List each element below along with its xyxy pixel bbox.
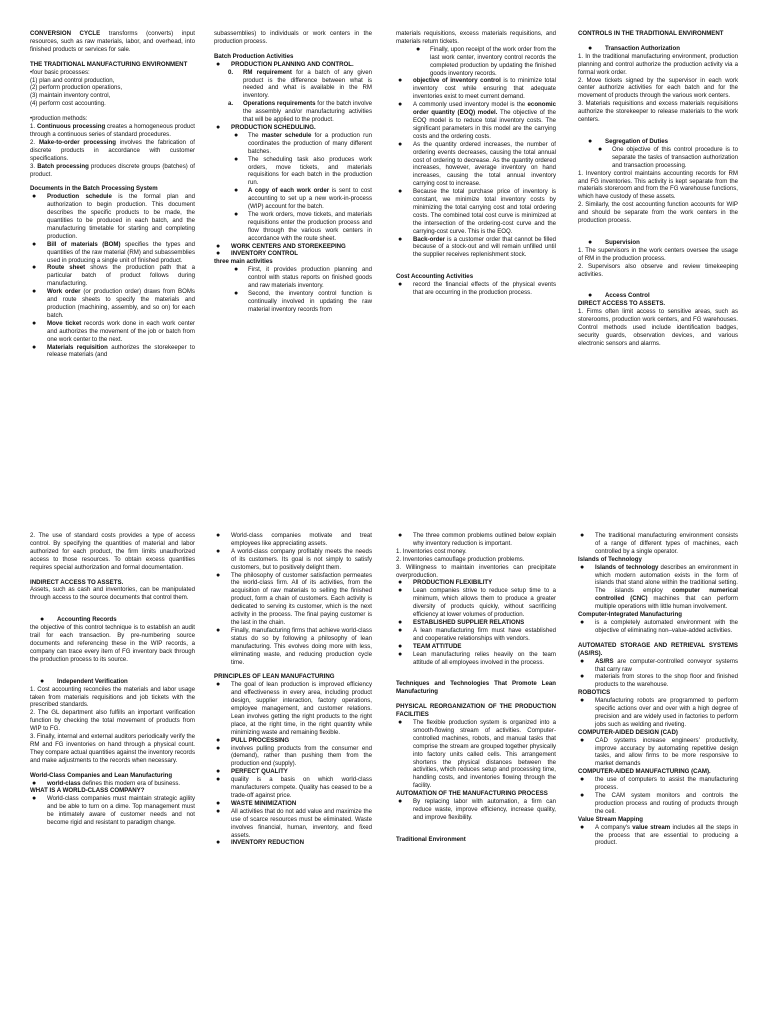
paragraph <box>30 163 195 179</box>
bold-term: Segregation of Duties <box>605 137 668 145</box>
text-run: includes all the steps in the process that are essential to producing a product. <box>595 823 738 847</box>
text-column-1 <box>30 30 195 359</box>
bullet-list <box>396 579 556 666</box>
paragraph: (3) maintain inventory control, <box>30 92 111 100</box>
paragraph: 1. Firms often limit access to sensitive areas, such as storerooms, production work centers, and FG warehouses. Control methods used include identification badges, security guards, observation devices, and various electronic sensors and alarms. <box>578 308 738 347</box>
bullet-list <box>214 681 372 847</box>
bullet-item <box>30 241 195 265</box>
bullet-item: ● is a completely automated environment with the objective of eliminating non–value-added activities. <box>578 619 738 635</box>
bold-term: world-class <box>47 779 81 787</box>
spacer <box>30 178 195 185</box>
bold-term: computer numerical controlled (CNC) <box>595 587 738 603</box>
bullet-item: ● All activities that do not add value and maximize the use of scarce resources must be eliminated. Waste involves financial, human, inventory, and fixed assets. <box>214 808 372 840</box>
bullet-item <box>30 344 195 360</box>
bullet-list <box>578 776 738 816</box>
bullet-item <box>396 579 556 587</box>
text-run: specifies the types and quantities of the raw material (RM) and subassemblies used in producing a single unit of finished product. <box>47 240 195 264</box>
paragraph: 2. The GL department also fulfills an important verification function by checking the total movement of products from WIP to FG. <box>30 709 195 733</box>
spacer <box>30 572 195 579</box>
bullet-item: ● record the financial effects of the physical events that are occurring in the production process. <box>396 281 556 297</box>
bullet-list <box>578 292 738 300</box>
bullet-item <box>578 564 738 611</box>
bold-term: Access Control <box>605 292 650 300</box>
bullet-item <box>214 800 372 808</box>
text-run: are computer-controlled conveyor systems that carry raw <box>595 657 738 673</box>
numbered-item <box>214 100 372 124</box>
bullet-list <box>396 532 556 548</box>
bullet-item: ● Lean companies strive to reduce setup time to a minimum, which allows them to produce a greater diversity of products quickly, without sacrificing efficiency at lower volumes of production. <box>396 587 556 619</box>
spacer <box>30 765 195 772</box>
text-run: is to minimize total inventory cost while ensuring that adequate inventories exist to meet current demand. <box>413 77 557 101</box>
spacer <box>396 696 556 703</box>
bullet-item <box>396 619 556 627</box>
bold-term: Move ticket <box>47 319 82 327</box>
bold-term: PULL PROCESSING <box>231 736 290 744</box>
text-run: is the formal plan and authorization to begin production. This document describes the specific products to be made, the quantities to be produced in each batch, and the manufacturing timetable for starting and completing production. <box>47 193 195 240</box>
bullet-item <box>30 264 195 288</box>
sub-bullet-item: ● Second, the inventory control function is continually involved in updating the raw material inventory records from <box>214 290 372 314</box>
bullet-item: ● involves pulling products from the consumer end (demand), rather than pushing them from the production end (supply). <box>214 745 372 769</box>
bold-term: RM requirement <box>243 68 292 76</box>
spacer <box>578 278 738 292</box>
bullet-list <box>30 193 195 359</box>
section-heading: Traditional Environment <box>396 835 466 843</box>
bullet-item: ● A world-class company profitably meets the needs of its customers. Its goal is not simply to satisfy customers, but to positively delight them. <box>214 548 372 572</box>
section-heading: Islands of Technology <box>578 555 642 563</box>
paragraph <box>30 123 195 139</box>
text-column-5 <box>30 532 195 827</box>
paragraph: 2. Inventories camouflage production problems. <box>396 555 525 563</box>
bullet-list <box>30 795 195 827</box>
bullet-list <box>30 780 195 788</box>
bullet-item: ● CAD systems increase engineers' productivity, improve accuracy by automating repetitive design tasks, and allow firms to be more responsive to market demands <box>578 737 738 769</box>
section-heading: Batch Production Activities <box>214 52 294 60</box>
bullet-list <box>214 61 372 259</box>
section-heading-bullet <box>578 138 738 146</box>
bold-term: PRODUCTION FLEXIBILITY <box>413 579 493 587</box>
bold-term: master schedule <box>261 131 312 139</box>
spacer <box>578 38 738 45</box>
spacer <box>214 666 372 673</box>
bullet-list <box>396 719 556 790</box>
paragraph: 3. Materials requisitions and excess materials requisitions authorize the storekeeper to release materials to the work centers. <box>578 100 738 124</box>
bullet-list <box>214 266 372 313</box>
section-heading: THE TRADITIONAL MANUFACTURING ENVIRONMENT <box>30 60 188 68</box>
bold-term: A copy of each work order <box>248 187 330 195</box>
bullet-list <box>30 678 195 686</box>
bold-term: Transaction Authorization <box>605 44 680 52</box>
text-run: involves the fabrication of discrete products in accordance with customer specifications. <box>30 138 195 162</box>
paragraph: 2. The use of standard costs provides a type of access control. By specifying the quantities of material and labor authorized for each product, the firm limits unauthorized access to those resources. To obtain excess quantities requires special authorization and formal documentation. <box>30 532 195 571</box>
section-heading: COMPUTER-AIDED DESIGN (CAD) <box>578 728 678 736</box>
section-heading-bullet <box>30 616 195 624</box>
paragraph: 1. The supervisors in the work centers oversee the usage of RM in the production process. <box>578 246 738 262</box>
text-run: records work done in each work center and authorizes the movement of the job or batch from one work center to the next. <box>47 319 195 343</box>
section-heading-bullet <box>578 292 738 300</box>
bold-term: PRODUCTION PLANNING AND CONTROL. <box>231 60 354 68</box>
text-run: defines this modern era of business. <box>80 779 181 787</box>
paragraph: materials requisitions, excess materials requisitions, and materials return tickets. <box>396 30 556 45</box>
bullet-item <box>214 61 372 69</box>
text-run: 1. <box>30 123 37 131</box>
spacer <box>396 666 556 680</box>
bold-term: Work order <box>47 288 81 296</box>
bold-term: Production schedule <box>47 193 112 201</box>
text-column-7 <box>396 532 556 844</box>
bold-term: INVENTORY CONTROL <box>231 250 298 258</box>
bullet-item <box>30 320 195 344</box>
section-heading: Value Stream Mapping <box>578 815 644 823</box>
bold-term: Make-to-order processing <box>38 138 116 146</box>
bullet-item <box>30 780 195 788</box>
bullet-item <box>214 839 372 847</box>
bullet-item <box>214 768 372 776</box>
sub-bullet-item: ● One objective of this control procedure is to separate the tasks of transaction authorization and transaction processing. <box>578 146 738 170</box>
paragraph: 3. Finally, internal and external auditors periodically verify the RM and FG inventories on hand through a physical count. They compare actual quantities against the inventory records and make adjustments to the records when necessary. <box>30 733 195 764</box>
paragraph: •four basic processes: <box>30 68 90 76</box>
text-run: describes an environment in which modern automation exists in the form of islands that stand alone within the traditional setting. The islands employ <box>595 563 738 595</box>
bullet-item <box>396 101 556 141</box>
bullet-list <box>578 138 738 170</box>
bold-term: Accounting Records <box>57 616 117 624</box>
text-run: machines that can perform multiple operations with little human involvement. <box>595 595 738 611</box>
bullet-list <box>578 532 738 556</box>
sub-bullet-item <box>214 132 372 156</box>
paragraph: 1. Cost accounting reconciles the materials and labor usage taken from materials requisitions and job tickets with the prescribed standards. <box>30 685 195 709</box>
bullet-item: ● A lean manufacturing firm must have established and cooperative relationships with vendors. <box>396 627 556 643</box>
bold-term: Materials requisition <box>47 343 108 351</box>
bullet-item <box>214 243 372 251</box>
text-run: 3. <box>30 162 38 170</box>
bold-term: WASTE MINIMIZATION <box>231 799 297 807</box>
bullet-item <box>30 193 195 240</box>
bullet-item <box>396 643 556 651</box>
spacer <box>30 54 195 61</box>
bullet-list <box>578 619 738 635</box>
paragraph: Assets, such as cash and inventories, can be manipulated through access to the source documents that control them. <box>30 586 195 602</box>
section-heading: AUTOMATED STORAGE AND RETRIEVAL SYSTEMS (AS/RS). <box>578 641 738 657</box>
section-heading-bullet <box>30 678 195 686</box>
bullet-list <box>578 45 738 53</box>
paragraph: 1. Inventories cost money. <box>396 547 467 555</box>
spacer <box>30 108 195 115</box>
bold-term: Operations requirements <box>243 100 316 108</box>
numbered-item <box>214 69 372 101</box>
paragraph: subassemblies) to individuals or work centers in the production process. <box>214 30 372 45</box>
text-run: for a production run coordinates the production of many different batches. <box>248 131 372 155</box>
paragraph: 2. Move tickets signed by the supervisor in each work center authorize activities for each batch and for the movement of products through the various work centers. <box>578 76 738 100</box>
bullet-item <box>578 824 738 848</box>
text-run: creates a homogeneous product through a continuous series of standard procedures. <box>30 123 195 138</box>
text-run: shows the production path that a particular batch of product follows during manufacturing. <box>47 264 195 288</box>
sub-bullet-item: ● The work orders, move tickets, and materials requisitions enter the production process and flow through the various work centers in accordance with the route sheet. <box>214 211 372 243</box>
section-heading: CONTROLS IN THE TRADITIONAL ENVIRONMENT <box>578 30 724 37</box>
text-column-6 <box>214 532 372 847</box>
section-heading: Computer-Integrated Manufacturing <box>578 611 682 619</box>
bullet-item: ● As the quantity ordered increases, the number of ordering events decreases, causing the total annual cost of ordering to decrease. As the quantity ordered increases, however, average inventory on hand increases, causing the total annual inventory carrying cost to increase. <box>396 141 556 188</box>
sub-bullet-item: ● First, it provides production planning and control with status reports on finished goods and raw materials inventory. <box>214 266 372 290</box>
section-heading-bullet <box>578 239 738 247</box>
bold-term: objective of inventory control <box>413 77 501 85</box>
section-heading: WHAT IS A WORLD-CLASS COMPANY? <box>30 787 145 795</box>
bullet-item <box>396 236 556 260</box>
paragraph: 3. Willingness to maintain inventories can precipitate overproduction. <box>396 563 556 579</box>
text-run: transforms (converts) input resources, such as raw materials, labor, and overhead, into finished products or services for sale. <box>30 30 195 53</box>
spacer <box>396 822 556 836</box>
bullet-item <box>578 658 738 674</box>
text-run: The <box>248 131 262 139</box>
bullet-item: ● The traditional manufacturing environment consists of a range of different types of machines, each controlled by a single operator. <box>578 532 738 556</box>
bullet-item: ● quality is a basis on which world-class manufacturers compete. Quality has ceased to be a trade-off against price. <box>214 776 372 800</box>
section-heading: Techniques and Technologies That Promote Lean Manufacturing <box>396 680 556 696</box>
bullet-list <box>396 46 556 259</box>
text-run: for the batch involve the assembly and/or manufacturing activities that will be applied to the product. <box>243 100 372 124</box>
section-heading: COMPUTER-AIDED MANUFACTURING (CAM). <box>578 768 711 776</box>
text-run: The objective of the EOQ model is to reduce total inventory costs. The significant parameters in this model are the carrying costs and the ordering costs. <box>413 109 556 140</box>
paragraph <box>30 139 195 163</box>
bold-term: economic order quantity (EOQ) model. <box>413 101 556 117</box>
text-column-8 <box>578 532 738 847</box>
section-heading: DIRECT ACCESS TO ASSETS. <box>578 300 666 308</box>
bullet-item <box>214 250 372 258</box>
sub-bullet-item <box>214 187 372 211</box>
text-run: (or production order) draws from BOMs and route sheets to specify the materials and production (machining, assembly, and so on) for each batch. <box>47 288 195 319</box>
paragraph: 1. In the traditional manufacturing environment, production planning and control authorize the production activity via a formal work order. <box>578 52 738 76</box>
text-run: produces discrete groups (batches) of product. <box>30 162 195 178</box>
spacer <box>30 664 195 678</box>
section-heading: Cost Accounting Activities <box>396 273 474 281</box>
section-heading: three main activities <box>214 258 273 266</box>
bullet-item: ● World-class companies must maintain strategic agility and be able to turn on a dime. Top management must be intimately aware of customer needs and not become rigid and resistant to paradigm change. <box>30 795 195 827</box>
bullet-item: ● The three common problems outlined below explain why inventory reduction is important. <box>396 532 556 548</box>
paragraph: 2. Similarly, the cost accounting function accounts for WIP and should be separate from the work centers in the production process. <box>578 201 738 225</box>
spacer <box>214 46 372 53</box>
bullet-list <box>396 281 556 297</box>
text-column-4 <box>578 30 738 348</box>
bullet-list <box>578 239 738 247</box>
bullet-list <box>396 798 556 822</box>
bullet-list <box>578 737 738 769</box>
paragraph: •production methods: <box>30 115 88 123</box>
spacer <box>578 225 738 239</box>
text-run: is sent to cost accounting to set up a new work-in-process (WIP) account for the batch. <box>248 187 372 211</box>
bullet-list <box>578 697 738 729</box>
section-heading: ROBOTICS <box>578 689 611 697</box>
text-run: is a customer order that cannot be filled because of a stock-out and will remain unfilled until the supplier receives replenishment stock. <box>413 235 556 259</box>
spacer <box>30 602 195 616</box>
bullet-item: ● World-class companies motivate and treat employees like appreciating assets. <box>214 532 372 548</box>
bullet-item <box>396 77 556 101</box>
bold-term: PERFECT QUALITY <box>231 768 288 776</box>
section-heading-bullet <box>578 45 738 53</box>
bold-term: Batch processing <box>37 162 89 170</box>
bold-term: WORK CENTERS AND STOREKEEPING <box>231 242 346 250</box>
bold-term: CONVERSION CYCLE <box>30 30 101 37</box>
text-run: A commonly used inventory model is the <box>413 101 528 109</box>
spacer <box>578 635 738 642</box>
bullet-item: ● The CAM system monitors and controls the production process and routing of products through the cell. <box>578 792 738 816</box>
bold-term: Back-order <box>413 235 446 243</box>
text-run: A company's <box>595 823 633 831</box>
bullet-item: ● Lean manufacturing relies heavily on the team attitude of all employees involved in the process. <box>396 651 556 667</box>
bullet-list <box>578 824 738 848</box>
bullet-item: ● Finally, manufacturing firms that achieve world-class status do so by following a philosophy of lean manufacturing. This evolves doing more with less, eliminating waste, and reducing production cycle time. <box>214 627 372 667</box>
paragraph: (1) plan and control production, <box>30 76 115 84</box>
paragraph: the objective of this control technique is to establish an audit trail for each transaction. By pre-numbering source documents and referencing these in the WIP records, a company can trace every item of FG inventory back through the production process to its source. <box>30 624 195 663</box>
text-run: authorizes the storekeeper to release materials (and <box>47 343 195 359</box>
bullet-list <box>578 658 738 690</box>
bold-term: TEAM ATTITUDE <box>413 642 462 650</box>
bullet-list <box>578 564 738 611</box>
bold-term: Route sheet <box>47 264 86 272</box>
bullet-list <box>214 532 372 666</box>
bold-term: INVENTORY REDUCTION <box>231 839 305 847</box>
bold-term: Islands of technology <box>595 563 659 571</box>
bullet-item <box>214 737 372 745</box>
section-heading: PRINCIPLES OF LEAN MANUFACTURING <box>214 673 335 681</box>
bold-term: AS/RS <box>595 657 614 665</box>
bullet-item <box>30 288 195 320</box>
paragraph: (2) perform production operations, <box>30 84 123 92</box>
section-heading: World-Class Companies and Lean Manufacturing <box>30 771 173 779</box>
text-run: 2. <box>30 138 39 146</box>
bullet-item: ● Because the total purchase price of inventory is constant, we minimize total inventory costs by minimizing the total carrying cost and total ordering costs. The combined total cost curve is minimized at the intersection of the ordering-cost curve and the carrying-cost curve. This is the EOQ. <box>396 188 556 235</box>
bullet-item: ● the use of computers to assist the manufacturing process. <box>578 776 738 792</box>
paragraph: (4) perform cost accounting. <box>30 100 106 108</box>
bullet-item: ● Manufacturing robots are programmed to perform specific actions over and over with a high degree of precision and are widely used in factories to perform jobs such as welding and riveting. <box>578 697 738 729</box>
bold-term: Bill of materials (BOM) <box>47 240 121 248</box>
bullet-item: ● The flexible production system is organized into a smooth-flowing stream of activities. Computer-controlled machines, robots, and manual tasks that comprise the stream are grouped together physically into factory units called cells. This arrangement shortens the physical distances between the activities, which reduces setup and processing time, handling costs, and inventories flowing through the facility. <box>396 719 556 790</box>
bold-term: ESTABLISHED SUPPLIER RELATIONS <box>413 618 525 626</box>
bold-term: Independent Verification <box>57 677 128 685</box>
bullet-item: ● materials from stores to the shop floor and finished products to the warehouse. <box>578 673 738 689</box>
spacer <box>396 259 556 273</box>
text-column-2 <box>214 30 372 314</box>
sub-bullet-item: ● Finally, upon receipt of the work order from the last work center, inventory control records the completed production by updating the finished goods inventory records. <box>396 46 556 78</box>
bold-term: value stream <box>632 823 671 831</box>
text-run: for a batch of any given product is the difference between what is needed and what is available in the RM inventory. <box>243 68 373 100</box>
sub-bullet-item: ● The scheduling task also produces work orders, move tickets, and materials requisitions for each batch in the production run. <box>214 156 372 188</box>
spacer <box>578 124 738 138</box>
bullet-item: ● The goal of lean production is improved efficiency and effectiveness in every area, including product design, supplier interaction, factory operations, employee management, and customer relations. Lean involves getting the right products to the right place, at the right time, in the right quantity while minimizing waste and remaining flexible. <box>214 681 372 736</box>
bold-term: Supervision <box>605 238 640 246</box>
bullet-item: ● By replacing labor with automation, a firm can reduce waste, improve efficiency, increase quality, and improve flexibility. <box>396 798 556 822</box>
bullet-item: ● The philosophy of customer satisfaction permeates the world-class firm. All of its activities, from the acquisition of raw materials to selling the finished product, form a chain of customers. Each activity is dedicated to serving its customer, which is the next activity in the process. The final paying customer is the last in the chain. <box>214 572 372 627</box>
text-column-3 <box>396 30 556 297</box>
section-heading: INDIRECT ACCESS TO ASSETS. <box>30 578 124 586</box>
section-heading: PHYSICAL REORGANIZATION OF THE PRODUCTION FACILITIES <box>396 703 556 719</box>
bullet-item <box>214 124 372 132</box>
paragraph <box>30 30 195 54</box>
paragraph: 1. Inventory control maintains accounting records for RM and FG inventories. This activity is kept separate from the materials storeroom and from the FG warehouse functions, which have custody of these assets. <box>578 169 738 201</box>
section-heading: Documents in the Batch Processing System <box>30 185 158 193</box>
bold-term: PRODUCTION SCHEDULING. <box>231 123 316 131</box>
paragraph: 2. Supervisors also observe and review timekeeping activities. <box>578 262 738 278</box>
section-heading: AUTOMATION OF THE MANUFACTURING PROCESS <box>396 790 548 798</box>
bullet-list <box>30 616 195 624</box>
bold-term: Continuous processing <box>36 123 106 131</box>
